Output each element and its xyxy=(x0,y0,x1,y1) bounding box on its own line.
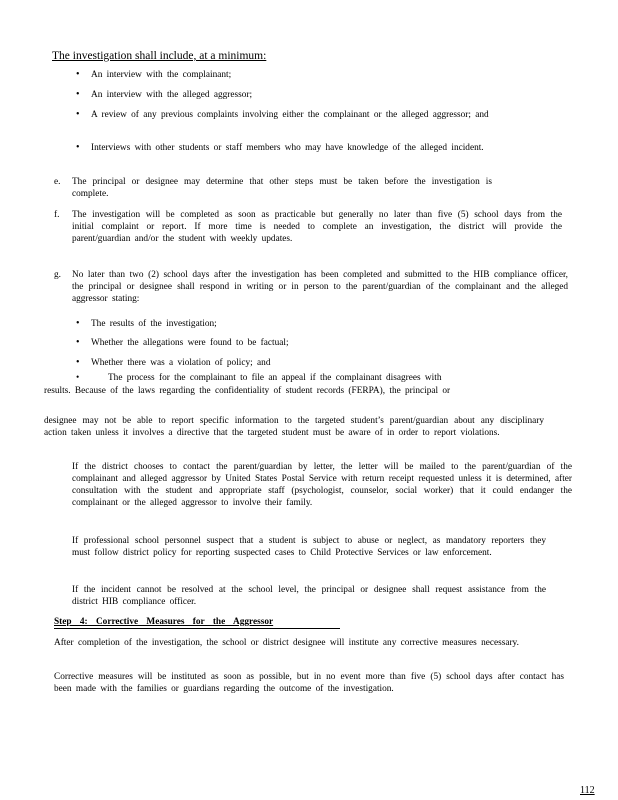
appeal-process-continued: results. Because of the laws regarding the confidentiality of student records (FERPA), the principal or xyxy=(44,386,451,396)
mandatory-reporters-paragraph: If professional school personnel suspect that a student is subject to abuse or neglect, as mandatory reporters they must follow district policy for reporting suspected cases to Child Protective Services or law enforcement. xyxy=(72,536,546,558)
bullet-dot-icon: • xyxy=(76,142,80,153)
bullet-text: Whether there was a violation of policy; and xyxy=(91,358,271,368)
bullet-text: A review of any previous complaints involving either the complainant or the alleged aggressor; and xyxy=(91,110,489,120)
bullet-violation xyxy=(76,357,511,369)
bullet-review-complaints xyxy=(76,109,501,121)
bullet-dot-icon: • xyxy=(76,357,80,368)
bullet-dot-icon: • xyxy=(76,89,80,100)
bullet-interviews-others xyxy=(76,142,555,154)
bullet-results xyxy=(76,318,511,330)
item-f xyxy=(54,209,562,245)
bullet-interview-aggressor xyxy=(76,89,511,101)
bullet-dot-icon: • xyxy=(76,318,80,329)
step-heading-rule xyxy=(54,628,340,629)
item-text: No later than two (2) school days after the investigation has been completed and submitted to the HIB compliance officer, the principal or designee shall respond in writing or in person to the parent/guardian of the complainant and the alleged aggressor stating: xyxy=(72,270,568,304)
item-e xyxy=(54,176,492,200)
step-4-heading: Step 4: Corrective Measures for the Aggressor xyxy=(54,617,274,627)
bullet-text: Interviews with other students or staff members who may have knowledge of the alleged incident. xyxy=(91,143,484,153)
item-marker: f. xyxy=(54,210,60,220)
bullet-text: An interview with the complainant; xyxy=(91,70,232,80)
section-heading: The investigation shall include, at a minimum: xyxy=(52,50,267,62)
bullet-dot-icon: • xyxy=(76,337,80,348)
bullet-appeal-process xyxy=(76,372,543,384)
bullet-text: Whether the allegations were found to be factual; xyxy=(91,338,289,348)
process-line: The process for the complainant to file an appeal if the complainant disagrees with xyxy=(108,373,442,383)
designee-paragraph: designee may not be able to report specific information to the targeted student’s parent/guardian about any disciplinary action taken unless it involves a directive that the targeted student must be aware of in order to report violations. xyxy=(44,416,544,438)
bullet-interview-complainant xyxy=(76,69,511,81)
after-completion-paragraph: After completion of the investigation, the school or district designee will institute any corrective measures necessary. xyxy=(54,638,519,648)
letter-paragraph: If the district chooses to contact the parent/guardian by letter, the letter will be mailed to the parent/guardian of the complainant and alleged aggressor by United States Postal Service with return receipt requested unless it is determined, after consultation with the student and appropriate staff (psychologist, counselor, social worker) that it could endanger the complainant or the alleged aggressor to involve their family. xyxy=(72,462,572,508)
page-number: 112 xyxy=(580,785,595,796)
bullet-dot-icon: • xyxy=(76,109,80,120)
hib-assistance-paragraph: If the incident cannot be resolved at the school level, the principal or designee shall request assistance from the district HIB compliance officer. xyxy=(72,585,546,607)
bullet-allegations xyxy=(76,337,511,349)
corrective-measures-paragraph: Corrective measures will be instituted as soon as possible, but in no event more than five (5) school days after contact has been made with the families or guardians regarding the outcome of the investigation. xyxy=(54,672,564,694)
bullet-text: An interview with the alleged aggressor; xyxy=(91,90,253,100)
bullet-dot-icon: • xyxy=(76,373,80,383)
bullet-dot-icon: • xyxy=(76,69,80,80)
item-text: The investigation will be completed as soon as practicable but generally no later than five (5) school days from the initial complaint or report. If more time is needed to complete an investigation, the district will provide the parent/guardian and/or the student with weekly updates. xyxy=(72,210,562,244)
item-marker: g. xyxy=(54,270,61,280)
item-g xyxy=(54,269,568,305)
bullet-text: The results of the investigation; xyxy=(91,319,217,329)
item-marker: e. xyxy=(54,177,61,187)
item-text: The principal or designee may determine that other steps must be taken before the investigation is complete. xyxy=(72,177,492,199)
